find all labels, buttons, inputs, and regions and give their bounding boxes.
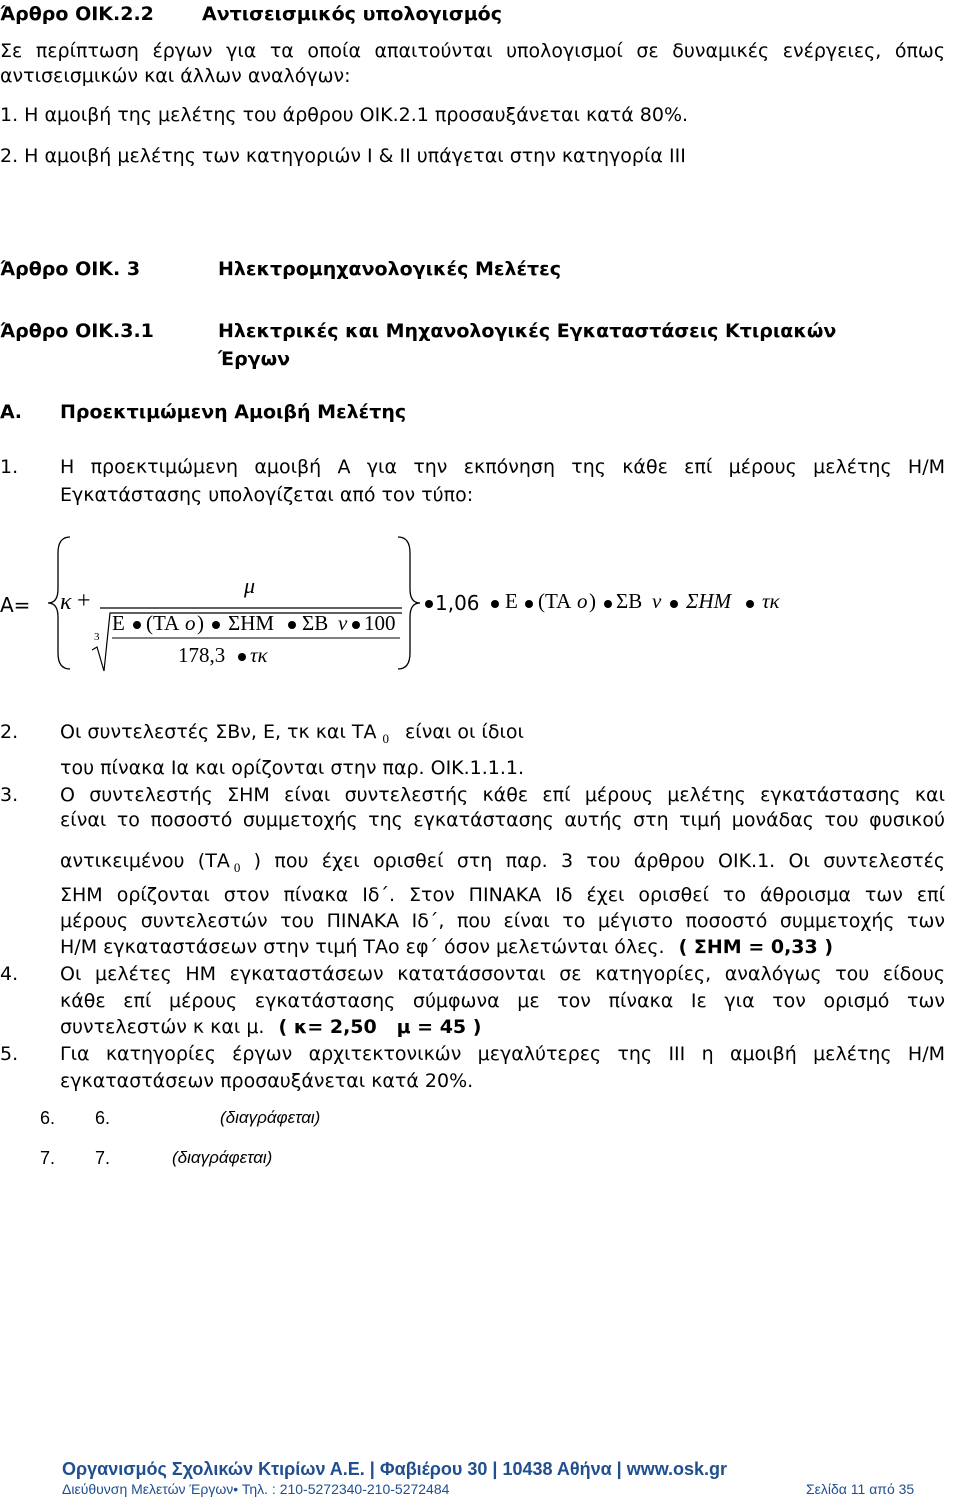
- section-heading: Προεκτιμώμενη Αμοιβή Μελέτης: [60, 401, 407, 423]
- formula-r-close: ): [589, 589, 596, 613]
- deleted-item-6-number: 6.: [40, 1108, 56, 1128]
- formula-den-SHM: ΣΗΜ: [228, 611, 275, 635]
- deleted-item-6-number-2: 6.: [95, 1108, 111, 1128]
- para3-line-6: [60, 936, 833, 958]
- para2-line-1-rest: είναι οι ίδιοι: [405, 721, 524, 743]
- formula-brackets: [0, 525, 960, 685]
- deleted-item-7-number: 7.: [40, 1148, 56, 1168]
- formula-den2-tk: τκ: [250, 643, 268, 667]
- subsection-title-line-1: Ηλεκτρικές και Μηχανολογικές Εγκαταστάσεις Κτιριακών: [218, 320, 837, 342]
- para3-subscript: 0: [233, 860, 241, 875]
- fee-formula: [0, 525, 960, 685]
- deleted-item-7-number-2: 7.: [95, 1148, 111, 1168]
- para3-line-6-text: Η/Μ εγκαταστάσεων στην τιμή ΤΑο εφ΄ όσον μελετώνται όλες.: [60, 936, 665, 958]
- article-title: Αντισεισμικός υπολογισμός: [202, 3, 502, 25]
- formula-plus: +: [77, 588, 91, 614]
- footer-contact: Διεύθυνση Μελετών Έργων• Τηλ. : 210-5272340-210-5272484: [62, 1481, 450, 1497]
- para4-line-3-text: συντελεστών κ και μ.: [60, 1016, 265, 1038]
- formula-den-TA: (ΤΑ: [146, 611, 180, 635]
- formula-dot: [238, 653, 246, 661]
- formula-den-close: ): [197, 611, 204, 635]
- formula-r-nu: ν: [652, 589, 662, 613]
- formula-mu: μ: [244, 573, 256, 598]
- formula-r-tk: τκ: [762, 589, 780, 613]
- formula-coef: 1,06: [435, 591, 480, 615]
- para2-number: 2.: [0, 721, 19, 743]
- seismic-item-1: 1. Η αμοιβή της μελέτης του άρθρου ΟΙΚ.2.1 προσαυξάνεται κατά 80%.: [0, 104, 689, 126]
- para3-number: 3.: [0, 784, 19, 806]
- subsection-title-line-2: Έργων: [218, 348, 291, 370]
- formula-dot: [352, 621, 360, 629]
- section-title: Ηλεκτρομηχανολογικές Μελέτες: [218, 258, 562, 280]
- article-number: Άρθρο ΟΙΚ.2.2: [0, 3, 154, 25]
- para3-line-2: είναι το ποσοστό συμμετοχής της εγκατάστασης αυτής στη τιμή μονάδας του φυσικού: [60, 809, 945, 831]
- formula-den2: 178,3: [178, 643, 226, 667]
- para5-line-1: Για κατηγορίες έργων αρχιτεκτονικών μεγαλύτερες της ΙΙΙ η αμοιβή μελέτης Η/Μ: [60, 1043, 945, 1065]
- section-article: Άρθρο ΟΙΚ. 3: [0, 258, 141, 280]
- footer-page-number: Σελίδα 11 από 35: [806, 1481, 915, 1497]
- formula-dot: [670, 600, 678, 608]
- para5-number: 5.: [0, 1043, 19, 1065]
- kappa-mu-values: ( κ= 2,50 μ = 45 ): [278, 1016, 482, 1038]
- formula-dot: [425, 600, 433, 608]
- para3-line-3: [60, 850, 945, 875]
- para3-line-4: ΣΗΜ ορίζονται στον πίνακα Ιδ΄. Στον ΠΙΝΑΚΑ Ιδ έχει ορισθεί το άθροισμα των επί: [60, 884, 945, 906]
- para3-line-3-a: αντικειμένου (ΤΑ: [60, 850, 230, 872]
- deleted-item-7-text: (διαγράφεται): [172, 1148, 273, 1167]
- intro-line-2: αντισεισμικών και άλλων αναλόγων:: [0, 65, 351, 87]
- formula-den-SB: ΣΒ: [302, 611, 329, 635]
- para3-line-5: μέρους συντελεστών του ΠΙΝΑΚΑ Ιδ΄, που είναι το μέγιστο ποσοστό συμμετοχής των: [60, 910, 945, 932]
- para4-number: 4.: [0, 963, 19, 985]
- formula-r-o: ο: [577, 589, 588, 613]
- para5-line-2: εγκαταστάσεων προσαυξάνεται κατά 20%.: [60, 1070, 474, 1092]
- para1-number: 1.: [0, 456, 19, 478]
- formula-root-index: 3: [94, 631, 100, 643]
- deleted-item-6-text: (διαγράφεται): [220, 1108, 321, 1127]
- seismic-item-2: 2. Η αμοιβή μελέτης των κατηγοριών Ι & ΙΙ υπάγεται στην κατηγορία ΙΙΙ: [0, 145, 686, 167]
- subsection-article: Άρθρο ΟΙΚ.3.1: [0, 320, 154, 342]
- formula-lhs: Α=: [0, 593, 31, 617]
- para2-line-1-text: Οι συντελεστές ΣΒν, Ε, τκ και ΤΑ: [60, 721, 377, 743]
- formula-dot: [491, 600, 499, 608]
- formula-dot: [525, 600, 533, 608]
- formula-den-o: ο: [185, 611, 196, 635]
- footer-organization: Οργανισμός Σχολικών Κτιρίων Α.Ε. | Φαβιέρου 30 | 10438 Αθήνα | www.osk.gr: [62, 1459, 728, 1479]
- formula-dot: [212, 621, 220, 629]
- formula-kappa: κ: [60, 589, 72, 615]
- shm-value: ( ΣΗΜ = 0,33 ): [678, 936, 834, 958]
- para2-line-2: του πίνακα Ια και ορίζονται στην παρ. ΟΙΚ.1.1.1.: [60, 757, 525, 779]
- formula-dot: [288, 621, 296, 629]
- formula-den-E: Ε: [112, 611, 125, 635]
- para3-line-3-b: ) που έχει ορισθεί στη παρ. 3 του άρθρου ΟΙΚ.1. Οι συντελεστές: [253, 850, 945, 872]
- para1-line-1: Η προεκτιμώμενη αμοιβή Α για την εκπόνηση της κάθε επί μέρους μελέτης Η/Μ: [60, 456, 945, 478]
- formula-r-E: Ε: [505, 589, 518, 613]
- intro-line-1: Σε περίπτωση έργων για τα οποία απαιτούνται υπολογισμοί σε δυναμικές ενέργειες, όπως: [0, 40, 945, 62]
- formula-dot: [604, 600, 612, 608]
- formula-r-SHM: ΣΗΜ: [686, 589, 732, 613]
- para2-line-1: [60, 721, 524, 746]
- para4-line-2: κάθε επί μέρους εγκατάστασης σύμφωνα με τον πίνακα Ιε για τον ορισμό των: [60, 990, 945, 1012]
- para4-line-1: Οι μελέτες ΗΜ εγκαταστάσεων κατατάσσονται σε κατηγορίες, αναλόγως του είδους: [60, 963, 945, 985]
- para2-subscript: 0: [382, 731, 390, 746]
- para4-line-3: [60, 1016, 481, 1038]
- para1-line-2: Εγκατάστασης υπολογίζεται από τον τύπο:: [60, 484, 474, 506]
- formula-den-nu: ν: [338, 611, 348, 635]
- formula-den-100: 100: [364, 611, 396, 635]
- section-letter: Α.: [0, 401, 22, 423]
- formula-r-TA: (ΤΑ: [538, 589, 572, 613]
- formula-dot: [133, 621, 141, 629]
- formula-dot: [746, 600, 754, 608]
- para3-line-1: Ο συντελεστής ΣΗΜ είναι συντελεστής κάθε επί μέρους μελέτης εγκατάστασης και: [60, 784, 945, 806]
- formula-r-SB: ΣΒ: [616, 589, 643, 613]
